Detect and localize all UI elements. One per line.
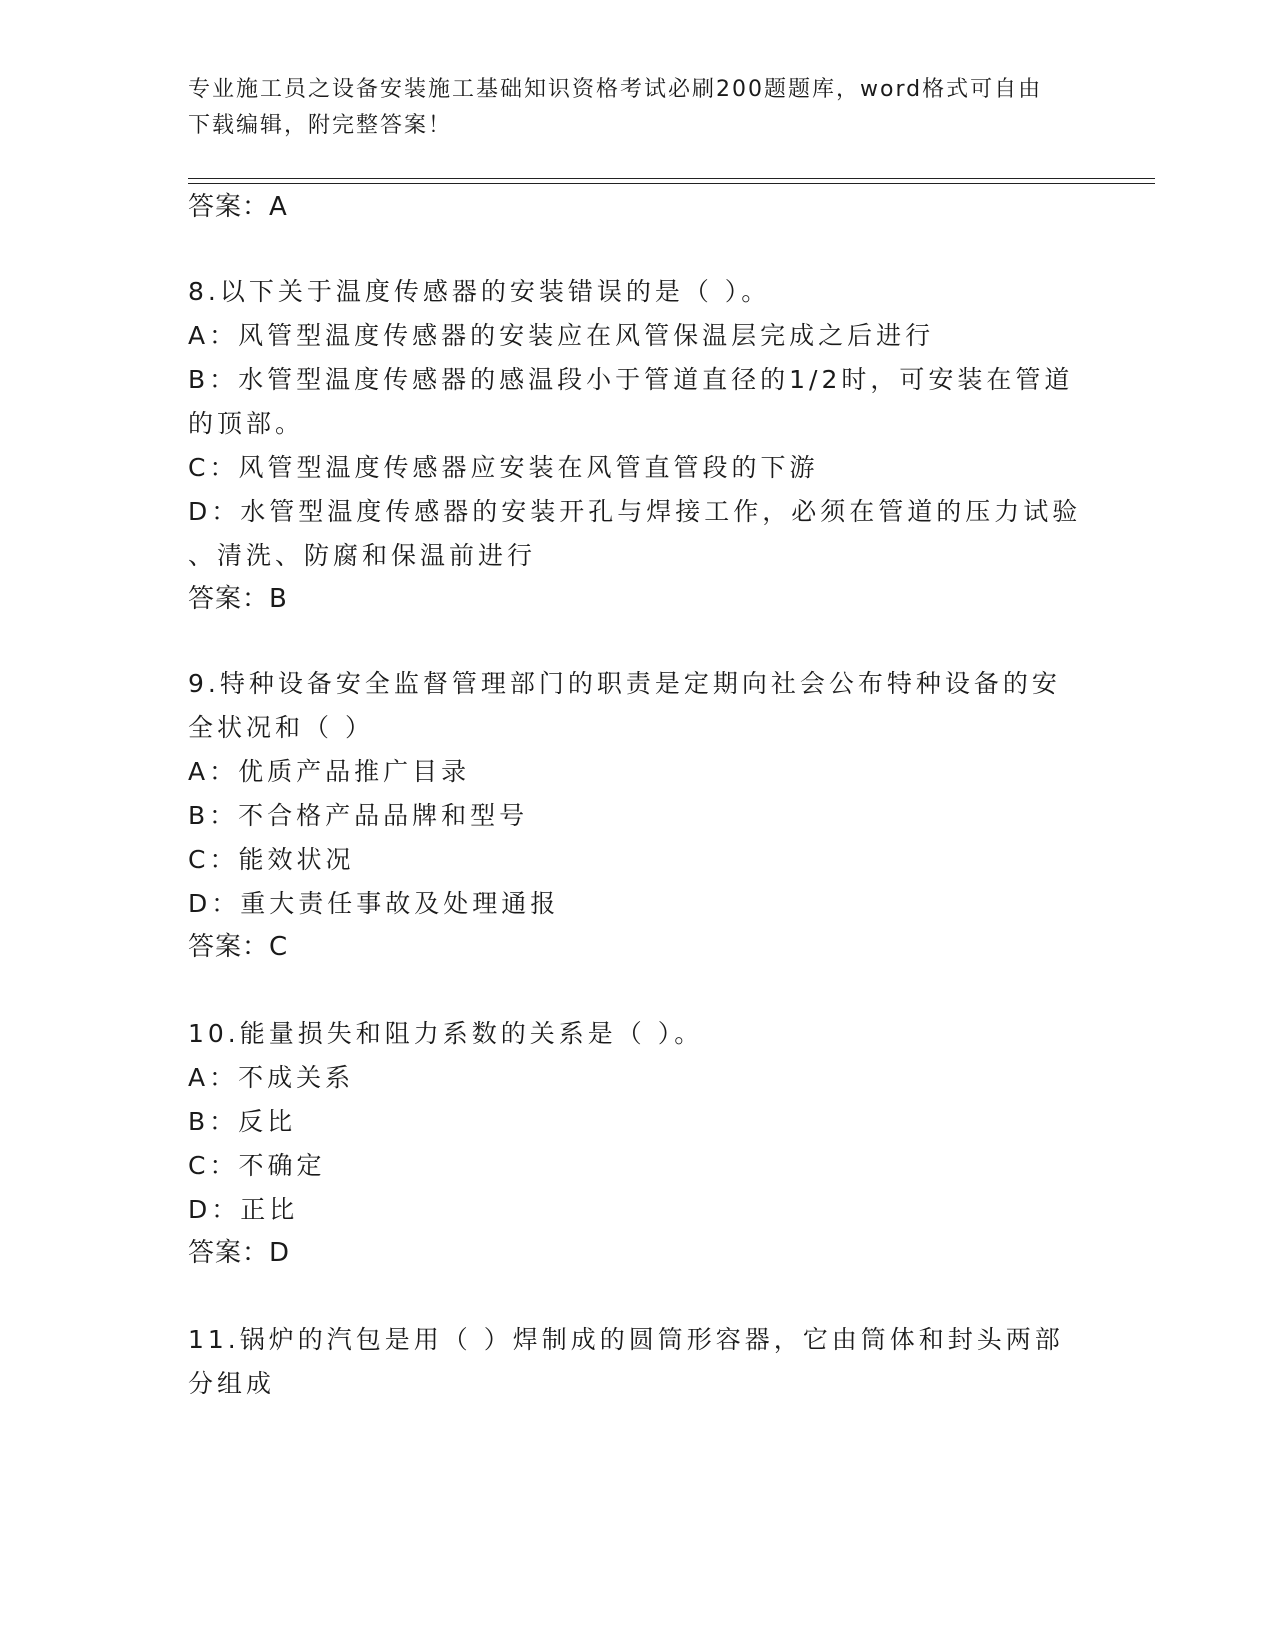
option-b: B：水管型温度传感器的感温段小于管道直径的1/2时，可安装在管道 xyxy=(188,365,1074,394)
option-c: C：能效状况 xyxy=(188,845,355,874)
option-b-continued: 的顶部。 xyxy=(188,409,305,438)
question-stem-continued: 全状况和（ ） xyxy=(188,713,374,742)
option-a: A：不成关系 xyxy=(188,1063,355,1092)
page-header xyxy=(188,72,1068,144)
header-divider-top xyxy=(188,178,1155,179)
answer-label: 答案：C xyxy=(188,932,289,962)
question-stem: 8.以下关于温度传感器的安装错误的是（ ）。 xyxy=(188,277,771,306)
header-divider-bottom xyxy=(188,183,1155,184)
option-d: D：正比 xyxy=(188,1195,299,1224)
answer-label: 答案：B xyxy=(188,584,288,614)
option-d: D：水管型温度传感器的安装开孔与焊接工作，必须在管道的压力试验 xyxy=(188,497,1082,526)
option-a: A：风管型温度传感器的安装应在风管保温层完成之后进行 xyxy=(188,321,935,350)
question-stem: 10.能量损失和阻力系数的关系是（ ）。 xyxy=(188,1019,704,1048)
answer-label: 答案：D xyxy=(188,1238,291,1268)
option-b: B：反比 xyxy=(188,1107,297,1136)
option-b: B：不合格产品品牌和型号 xyxy=(188,801,529,830)
header-line-2: 下载编辑，附完整答案！ xyxy=(188,113,453,138)
option-d-continued: 、清洗、防腐和保温前进行 xyxy=(188,541,537,570)
option-c: C：不确定 xyxy=(188,1151,326,1180)
question-stem: 9.特种设备安全监督管理部门的职责是定期向社会公布特种设备的安 xyxy=(188,669,1061,698)
question-stem-continued: 分组成 xyxy=(188,1369,276,1398)
option-a: A：优质产品推广目录 xyxy=(188,757,471,786)
header-line-1: 专业施工员之设备安装施工基础知识资格考试必刷200题题库，word格式可自由 xyxy=(188,77,1043,102)
question-stem: 11.锅炉的汽包是用（ ）焊制成的圆筒形容器，它由筒体和封头两部 xyxy=(188,1325,1064,1354)
option-d: D：重大责任事故及处理通报 xyxy=(188,889,560,918)
option-c: C：风管型温度传感器应安装在风管直管段的下游 xyxy=(188,453,819,482)
answer-label: 答案：A xyxy=(188,192,288,222)
